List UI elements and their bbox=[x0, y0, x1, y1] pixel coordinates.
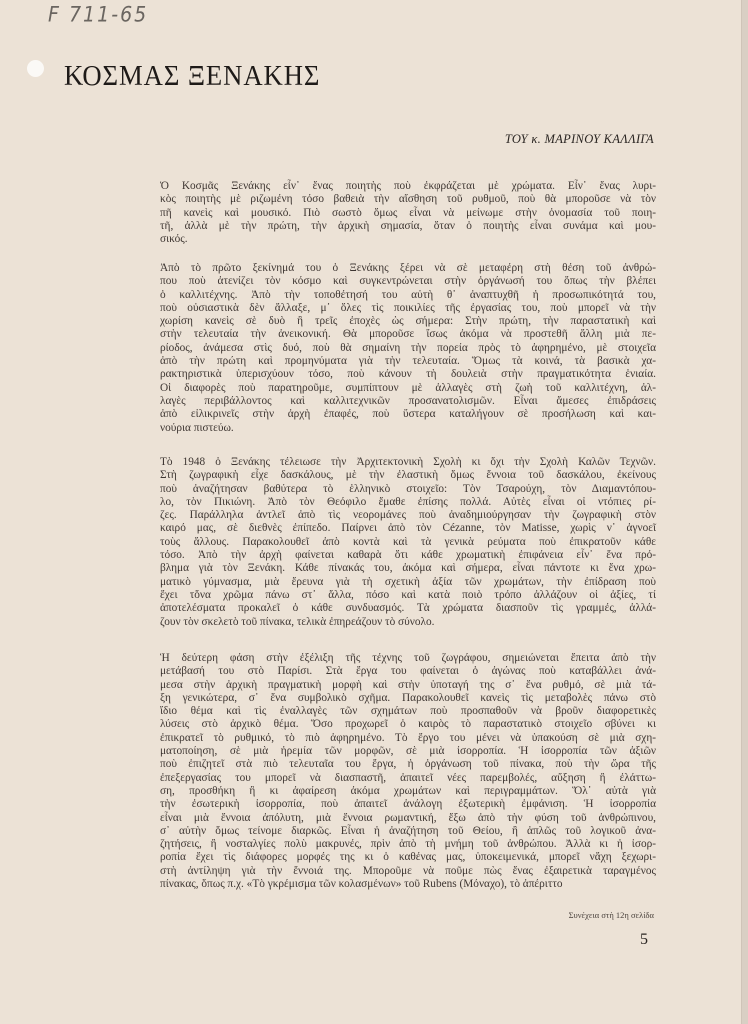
text-line: ξη γενικώτερα, σ᾿ ἕνα συμβολικὸ σχῆμα. Παρακολουθεῖ κανεὶς τὶς μεταβολὲς πάνω στὸ bbox=[160, 691, 656, 704]
text-line: ἀποτελέσματα προκαλεῖ ὁ κάθε συνδυασμός. Τὰ χρώματα διασποῦν τὶς γραμμές, ἀλλά- bbox=[160, 602, 656, 615]
text-line: μεσα στὴν ἀρχικὴ πραγματικὴ μορφὴ καὶ στὴν ὑποταγή της σ᾿ ἕνα ρυθμό, σὲ μιὰ τά- bbox=[160, 678, 656, 691]
text-line: σικός. bbox=[160, 233, 188, 246]
para-4 bbox=[160, 652, 656, 891]
text-line: ματικὸ γύμνασμα, μιὰ ἔρευνα γιὰ τὴ σχετικὴ ἀξία τῶν χρωμάτων, τὴν ἐπίδραση ποὺ bbox=[160, 575, 656, 588]
text-line: ἴδιο θέμα καὶ τὶς ἐναλλαγὲς τῶν σχημάτων ποὺ προσπαθοῦν νὰ βροῦν διαφορετικὲς bbox=[160, 705, 656, 718]
punch-hole bbox=[27, 60, 44, 77]
text-line: ἔχει τὄνα χρῶμα πάνω στ᾿ ἄλλα, πόσο καὶ κατὰ ποιὸ τρόπο ἀλλάζουν οἱ ἀξίες, τί bbox=[160, 588, 656, 601]
text-line: ἐπεξεργασίας του μπορεῖ νὰ διασπαστῆ, ἀπαιτεῖ νέες παρεμβολές, αὔξηση ἢ ἐλάττω- bbox=[160, 771, 656, 784]
text-line: ὁ καλλιτέχνης. Ἀπὸ τὴν τοποθέτησή του αὐτὴ θ᾿ ἀναπτυχθῆ ἡ προσωπικότητά του, bbox=[160, 288, 656, 301]
text-line: Στὴ ζωγραφικὴ εἶχε δασκάλους, μὲ τὴν ἐλαστικὴ ὅμως ἔννοια τοῦ δασκάλου, ἐκείνους bbox=[160, 469, 656, 482]
text-line: ποὺ ἀναζήτησαν βαθύτερα τὸ ἑλληνικὸ στοιχεῖο: Τὸν Τσαρούχη, τὸν Διαμαντόπου- bbox=[160, 482, 656, 495]
para-2 bbox=[160, 262, 656, 435]
para-3 bbox=[160, 456, 656, 629]
text-line: Τὸ 1948 ὁ Ξενάκης τέλειωσε τὴν Ἀρχιτεκτονικὴ Σχολὴ κι ὄχι τὴν Σχολὴ Καλῶν Τεχνῶν. bbox=[160, 456, 656, 468]
text-line: ἀπὸ εἰλικρινεῖς στὴν ἀρχὴ ἐπαφές, ποὺ ὕστερα καταλήγουν σὲ προσήλωση καὶ και- bbox=[160, 408, 656, 421]
text-line: τόσο. Ἀπὸ τὴν ἀρχὴ φαίνεται καθαρὰ ὅτι κάθε χρωματικὴ ἐπιφάνεια εἶν᾿ ἕνα πρό- bbox=[160, 549, 656, 562]
text-line: ρίοδος, ἀνάμεσα στὶς δυό, ποὺ θὰ σημαίνη τὴν πορεία πρὸς τὸ ἀφηρημένο, μὲ στοιχεῖα bbox=[160, 341, 656, 354]
text-line: λαγὲς περιβάλλοντος καὶ καλλιτεχνικῶν προσανατολισμῶν. Εἶναι ἄμεσες ἐπιδράσεις bbox=[160, 394, 656, 407]
text-line: ρακτηριστικὰ ὑπερισχύουν τόσο, ποὺ κάνουν τὴ δουλειὰ στὴν πραγματικότητα ἑνιαία. bbox=[160, 368, 656, 381]
text-line: πῆ κανεὶς καὶ μουσικό. Πιὸ σωστὸ ὅμως εἶναι νὰ μείνωμε στὴν ὀνομασία τοῦ ποιη- bbox=[160, 206, 656, 219]
page-edge bbox=[741, 0, 748, 1024]
text-line: Ἡ δεύτερη φάση στὴν ἐξέλιξη τῆς τέχνης τοῦ ζωγράφου, σημειώνεται ἔπειτα ἀπὸ τὴν bbox=[160, 652, 656, 664]
text-line: ἀπὸ τὴν πρώτη καὶ προμηνύματα γιὰ τὴν τελευταία. Ὅμως τὰ κοινά, τὰ βασικὰ χα- bbox=[160, 355, 656, 368]
text-line: ποὺ ἐπιζητεῖ στὰ πιὸ τελευταῖα του ἔργα, ἡ ὀργάνωση τοῦ πίνακα, ποὺ τὴν ὥρα τῆς bbox=[160, 758, 656, 771]
text-line: ποὺ οὐσιαστικὰ δὲν ἄλλαξε, μ᾿ ὅλες τὶς ποικιλίες τῆς ἐργασίας του, ποὺ μπορεῖ νὰ τὴν bbox=[160, 301, 656, 314]
text-line: στὴν τελευταία τὴν ἀνεικονική. Θὰ μποροῦσε ἴσως ἀκόμα νὰ προστεθῆ ἄλλη μιὰ πε- bbox=[160, 328, 656, 341]
text-line: Ἀπὸ τὸ πρῶτο ξεκίνημά του ὁ Ξενάκης ξέρει νὰ σὲ μεταφέρη στὴ θέση τοῦ ἀνθρώ- bbox=[160, 262, 656, 274]
text-line: ζες. Παράλληλα ἀντλεῖ ἀπὸ τὶς νεορομάνες ποὺ ἀναδημιούργησαν τὴν ζωγραφικὴ στὸν bbox=[160, 509, 656, 522]
article-title: ΚΟΣΜΑΣ ΞΕΝΑΚΗΣ bbox=[64, 60, 321, 92]
text-line: στὴ ἀντίληψη γιὰ τὴν ἔννοιά της. Μποροῦμε νὰ ποῦμε πὼς ἕνας ἐξαιρετικὰ ταραγμένος bbox=[160, 864, 656, 877]
text-line: βλημα γιὰ τὸν Ξενάκη. Κάθε πίνακάς του, ἀκόμα καὶ σήμερα, εἶναι πάντοτε κι ἕνα χρω- bbox=[160, 562, 656, 575]
text-line: ροπία ἔχει τὶς διάφορες μορφές της κι ὁ καθένας μας, ὑποκειμενικά, μπορεῖ νἄχη ξεχωρι- bbox=[160, 851, 656, 864]
text-line: εἶναι μιὰ ἔννοια ἀπόλυτη, μιὰ ἔννοια ρωμαντική, ἔξω ἀπὸ τὴν φύση τοῦ ἀνθρώπινου, bbox=[160, 811, 656, 824]
text-line: Οἱ διαφορὲς ποὺ παρατηροῦμε, συμπίπτουν μὲ ἀλλαγὲς στὴ ζωὴ τοῦ καλλιτέχνη, ἀλ- bbox=[160, 381, 656, 394]
text-line: τῆ, ἀλλὰ μὲ τὴν πρώτη, τὴν ἀρχικὴ σημασία, ὅταν ὁ ποιητὴς εἶναι συνάμα καὶ μου- bbox=[160, 219, 656, 232]
text-line: νούρια πιστεύω. bbox=[160, 421, 234, 434]
text-line: τὴν ἐσωτερικὴ ἰσορροπία, ποὺ ἀπαιτεῖ ἀνάλογη ἐξωτερικὴ ἐμφάνιση. Ἡ ἰσορροπία bbox=[160, 798, 656, 811]
text-line: ματοποίηση, σὲ μιὰ ἠρεμία τῶν μορφῶν, σὲ μιὰ ἰσορροπία. Ἡ ἰσορροπία τῶν ἀξιῶν bbox=[160, 745, 656, 758]
text-line: καιρό μας, σὲ διεθνὲς ἐπίπεδο. Παίρνει ἀπὸ τὸν Cézanne, τὸν Matisse, χωρὶς ν᾿ ἀγνοεῖ bbox=[160, 522, 656, 535]
text-line: ζουν τὸν σκελετὸ τοῦ πίνακα, τελικὰ ἐπηρεάζουν τὸ σύνολο. bbox=[160, 615, 435, 628]
article-byline: ΤΟΥ κ. ΜΑΡΙΝΟΥ ΚΑΛΛΙΓΑ bbox=[504, 132, 654, 146]
text-line: Ὁ Κοσμᾶς Ξενάκης εἶν᾿ ἕνας ποιητὴς ποὺ ἐκφράζεται μὲ χρώματα. Εἶν᾿ ἕνας λυρι- bbox=[160, 180, 656, 192]
text-line: που ποὺ ἀτενίζει τὸν κόσμο καὶ συγκεντρώνεται στὴν ὀργάνωσή του ὅπως τὴν βλέπει bbox=[160, 275, 656, 288]
text-line: τοὺς ἄλλους. Παρακολουθεῖ ἀπὸ κοντὰ καὶ τὰ γενικὰ ρεύματα ποὺ ἐπικρατοῦν κάθε bbox=[160, 535, 656, 548]
text-line: μετάβασή του στὸ Παρίσι. Στὰ ἔργα του φαίνεται ὁ ἀγώνας ποὺ καταβάλλει ἀνά- bbox=[160, 665, 656, 678]
page-number: 5 bbox=[640, 931, 648, 948]
text-line: λύσεις στὸ ἀρχικὸ θέμα. Ὅσο προχωρεῖ ὁ καιρὸς τὸ παραστατικὸ στοιχεῖο σβύνει κι bbox=[160, 718, 656, 731]
text-line: ἐπικρατεῖ τὸ ρυθμικό, τὸ πιὸ ἀφηρημένο. Τὸ ἔργο του μένει νὰ ὑπακούση σὲ μιὰ σχη- bbox=[160, 731, 656, 744]
continuation-note: Συνέχεια στὴ 12η σελίδα bbox=[568, 910, 654, 920]
handwritten-note: F 711-65 bbox=[48, 2, 149, 28]
text-line: κὸς ποιητὴς μὲ ριζωμένη τόσο βαθειὰ τὴν αἴσθηση τοῦ ρυθμοῦ, ποὺ θὰ μποροῦσε νὰ τὸν bbox=[160, 193, 656, 206]
text-line: πίνακας, ὅπως π.χ. «Τὸ γκρέμισμα τῶν κολασμένων» τοῦ Rubens (Μόναχο), τὸ ἀπέριττο bbox=[160, 878, 563, 891]
text-line: σ᾿ αὐτὴν ὅμως τείνομε διαρκῶς. Εἶναι ἡ ἀναζήτηση τοῦ Θείου, ἢ ἁπλῶς τοῦ λογικοῦ ἀνα- bbox=[160, 824, 656, 837]
text-line: ση, προσθήκη ἢ κι ἀφαίρεση ἀκόμα χρωμάτων καὶ περιγραμμάτων. Ὅλ᾿ αὐτὰ γιὰ bbox=[160, 784, 656, 797]
text-line: ζητήσεις, ἢ νοσταλγίες πολὺ μακρυνές, πρὶν ἀπὸ τὴ μνήμη τοῦ ἀνθρώπου. Ἀλλὰ κι ἡ ἰσορ- bbox=[160, 838, 656, 851]
text-line: χωρίση κανεὶς σὲ δυὸ ἢ τρεῖς ἐποχὲς ὡς σήμερα: Στὴν πρώτη, τὴν παραστατικὴ καὶ bbox=[160, 315, 656, 328]
para-1 bbox=[160, 180, 656, 246]
text-line: λο, τὸν Πικιώνη. Ἀπὸ τὸν Θεόφιλο ἔμαθε ἐπίσης πολλά. Αὐτὲς εἶναι οἱ ντόπιες ρί- bbox=[160, 495, 656, 508]
